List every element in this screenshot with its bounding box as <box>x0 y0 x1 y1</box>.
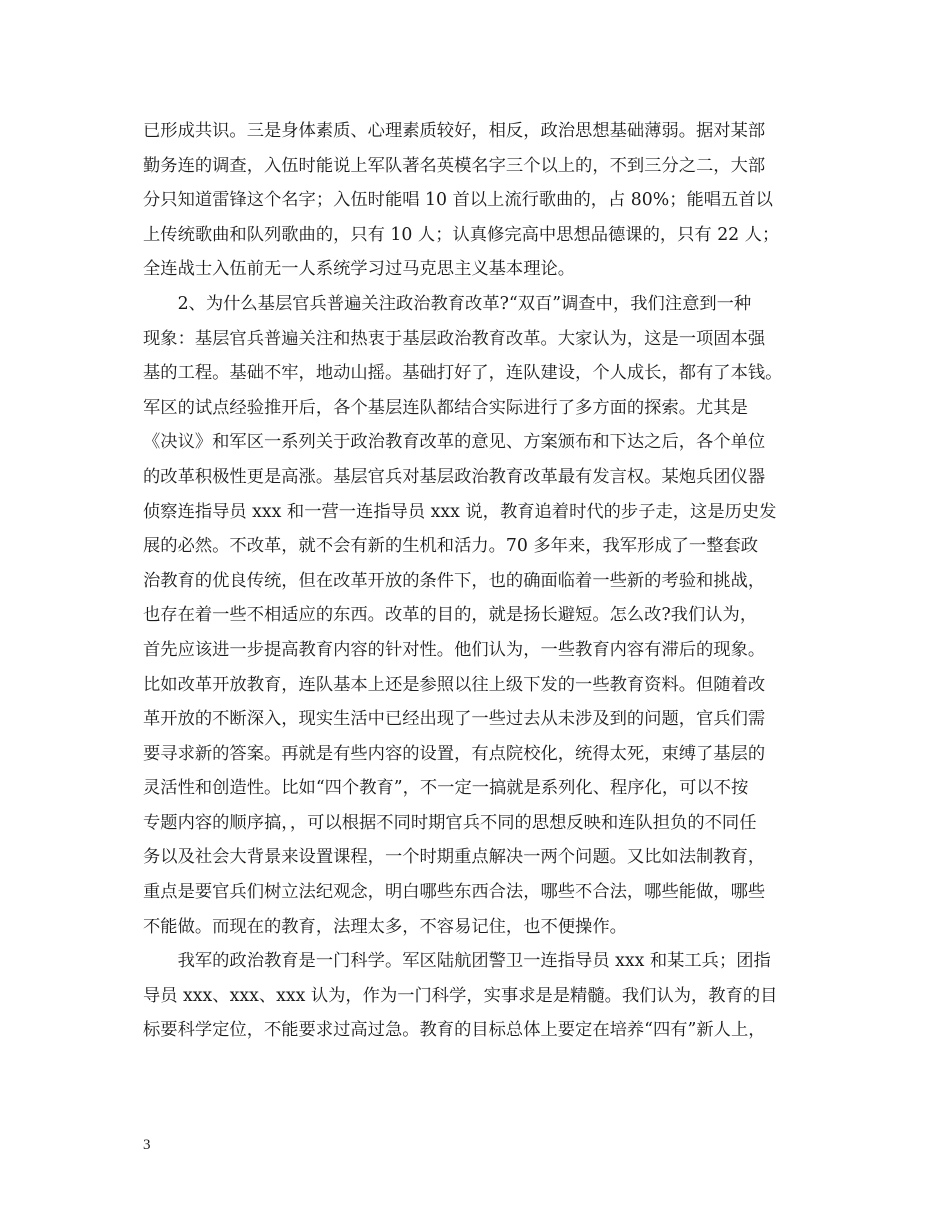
text-line: 首先应该进一步提高教育内容的针对性。他们认为，一些教育内容有滞后的现象。 <box>143 639 766 660</box>
text-line: 务以及社会大背景来设置课程，一个时期重点解决一两个问题。又比如法制教育， <box>143 847 766 868</box>
text-line: 上传统歌曲和队列歌曲的，只有 10 人；认真修完高中思想品德课的，只有 22 人； <box>143 224 780 245</box>
text-line: 我军的政治教育是一门科学。军区陆航团警卫一连指导员 xxx 和某工兵；团指 <box>143 951 771 972</box>
text-line: 标要科学定位，不能要求过高过急。教育的目标总体上要定在培养“四有”新人上， <box>143 1020 766 1041</box>
text-line: 侦察连指导员 xxx 和一营一连指导员 xxx 说，教育追着时代的步子走，这是历史发 <box>143 501 777 522</box>
text-line: 勤务连的调查，入伍时能说上军队著名英模名字三个以上的，不到三分之二，大部 <box>143 155 766 176</box>
text-line: 已形成共识。三是身体素质、心理素质较好，相反，政治思想基础薄弱。据对某部 <box>143 121 766 141</box>
text-line: 革开放的不断深入，现实生活中已经出现了一些过去从未涉及到的问题，官兵们需 <box>143 709 766 730</box>
text-line: 的改革积极性更是高涨。基层官兵对基层政治教育改革最有发言权。某炮兵团仪器 <box>143 466 766 487</box>
text-line: 不能做。而现在的教育，法理太多，不容易记住，也不便操作。 <box>143 916 627 937</box>
body-text <box>143 114 823 1048</box>
text-line: 现象：基层官兵普遍关注和热衷于基层政治教育改革。大家认为，这是一项固本强 <box>143 328 766 349</box>
text-line: 全连战士入伍前无一人系统学习过马克思主义基本理论。 <box>143 259 576 280</box>
text-line: 展的必然。不改革，就不会有新的生机和活力。70 多年来，我军形成了一整套政 <box>143 536 759 557</box>
text-line: 专题内容的顺序搞，，可以根据不同时期官兵不同的思想反映和连队担负的不同任 <box>143 812 757 833</box>
text-line: 重点是要官兵们树立法纪观念，明白哪些东西合法，哪些不合法，哪些能做，哪些 <box>143 882 766 903</box>
text-line: 2、为什么基层官兵普遍关注政治教育改革?“双百”调查中，我们注意到一种 <box>143 293 752 314</box>
text-line: 治教育的优良传统，但在改革开放的条件下，也的确面临着一些新的考验和挑战， <box>143 570 766 591</box>
text-line: 基的工程。基础不牢，地动山摇。基础打好了，连队建设，个人成长，都有了本钱。 <box>143 363 783 384</box>
text-line: 灵活性和创造性。比如“四个教育”，不一定一搞就是系列化、程序化，可以不按 <box>143 778 749 799</box>
text-line: 导员 xxx、xxx、xxx 认为，作为一门科学，实事求是是精髓。我们认为，教育的目 <box>143 985 778 1006</box>
text-line: 比如改革开放教育，连队基本上还是参照以往上级下发的一些教育资料。但随着改 <box>143 674 766 695</box>
text-line: 分只知道雷锋这个名字；入伍时能唱 10 首以上流行歌曲的，占 80%；能唱五首以 <box>143 190 773 211</box>
text-line: 要寻求新的答案。再就是有些内容的设置，有点院校化，统得太死，束缚了基层的 <box>143 743 766 764</box>
page-number: 3 <box>143 1137 151 1153</box>
text-line: 也存在着一些不相适应的东西。改革的目的，就是扬长避短。怎么改?我们认为， <box>143 605 758 626</box>
text-line: 《决议》和军区一系列关于政治教育改革的意见、方案颁布和下达之后，各个单位 <box>143 432 766 453</box>
text-line: 军区的试点经验推开后，各个基层连队都结合实际进行了多方面的探索。尤其是 <box>143 397 748 418</box>
